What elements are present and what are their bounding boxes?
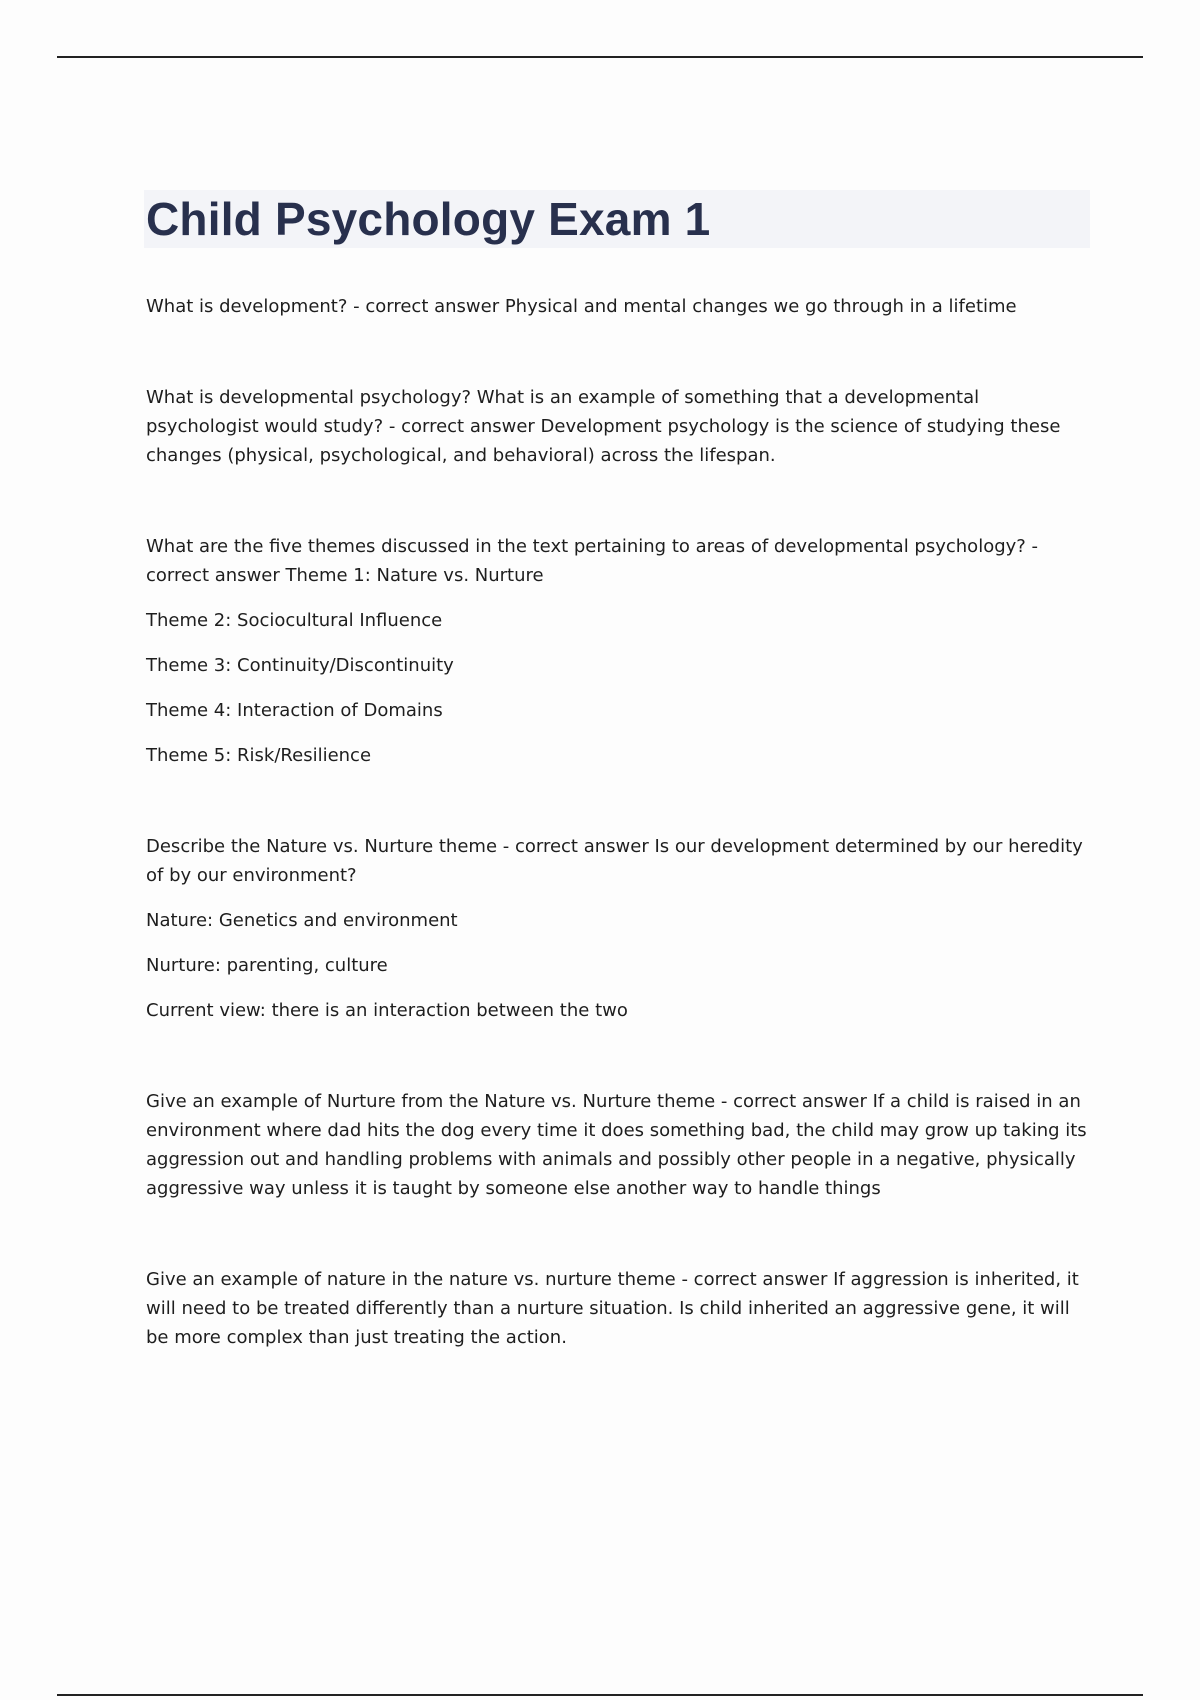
document-title: Child Psychology Exam 1: [146, 193, 711, 245]
qa-item: [146, 292, 1090, 321]
top-rule: [57, 56, 1143, 58]
qa-paragraph: What are the five themes discussed in the text pertaining to areas of developmental psychology? - correct answer Theme 1: Nature vs. Nurture: [146, 536, 1039, 586]
qa-paragraph: Theme 2: Sociocultural Influence: [146, 610, 443, 631]
qa-paragraph: Theme 5: Risk/Resilience: [146, 745, 372, 766]
title-band: [144, 190, 1090, 248]
qa-item: [146, 1265, 1090, 1352]
document-content: [146, 190, 1090, 1414]
qa-paragraph: Nurture: parenting, culture: [146, 955, 388, 976]
qa-paragraph: Theme 3: Continuity/Discontinuity: [146, 655, 454, 676]
qa-paragraph: Describe the Nature vs. Nurture theme - correct answer Is our development determined by our heredity of by our environment?: [146, 836, 1083, 886]
qa-paragraph: Give an example of Nurture from the Nature vs. Nurture theme - correct answer If a child is raised in an environment where dad hits the dog every time it does something bad, the child may grow up taking its aggression out and handling problems with animals and possibly other people in a negative, physically aggressive way unless it is taught by someone else another way to handle things: [146, 1091, 1087, 1199]
qa-item: [146, 532, 1090, 770]
qa-item: [146, 1087, 1090, 1203]
qa-item: [146, 383, 1090, 470]
qa-paragraph: Give an example of nature in the nature vs. nurture theme - correct answer If aggression is inherited, it will need to be treated differently than a nurture situation. Is child inherited an aggressive gene, it will be more complex than just treating the action.: [146, 1269, 1079, 1348]
qa-item: [146, 832, 1090, 1025]
bottom-rule: [57, 1694, 1143, 1696]
qa-paragraph: Nature: Genetics and environment: [146, 910, 458, 931]
qa-paragraph: Current view: there is an interaction between the two: [146, 1000, 628, 1021]
qa-paragraph: What is developmental psychology? What is an example of something that a developmental psychologist would study? - correct answer Development psychology is the science of studying these changes (physical, psychological, and behavioral) across the lifespan.: [146, 387, 1061, 466]
qa-paragraph: Theme 4: Interaction of Domains: [146, 700, 443, 721]
qa-list: [146, 292, 1090, 1352]
qa-paragraph: What is development? - correct answer Physical and mental changes we go through in a lifetime: [146, 296, 1017, 317]
